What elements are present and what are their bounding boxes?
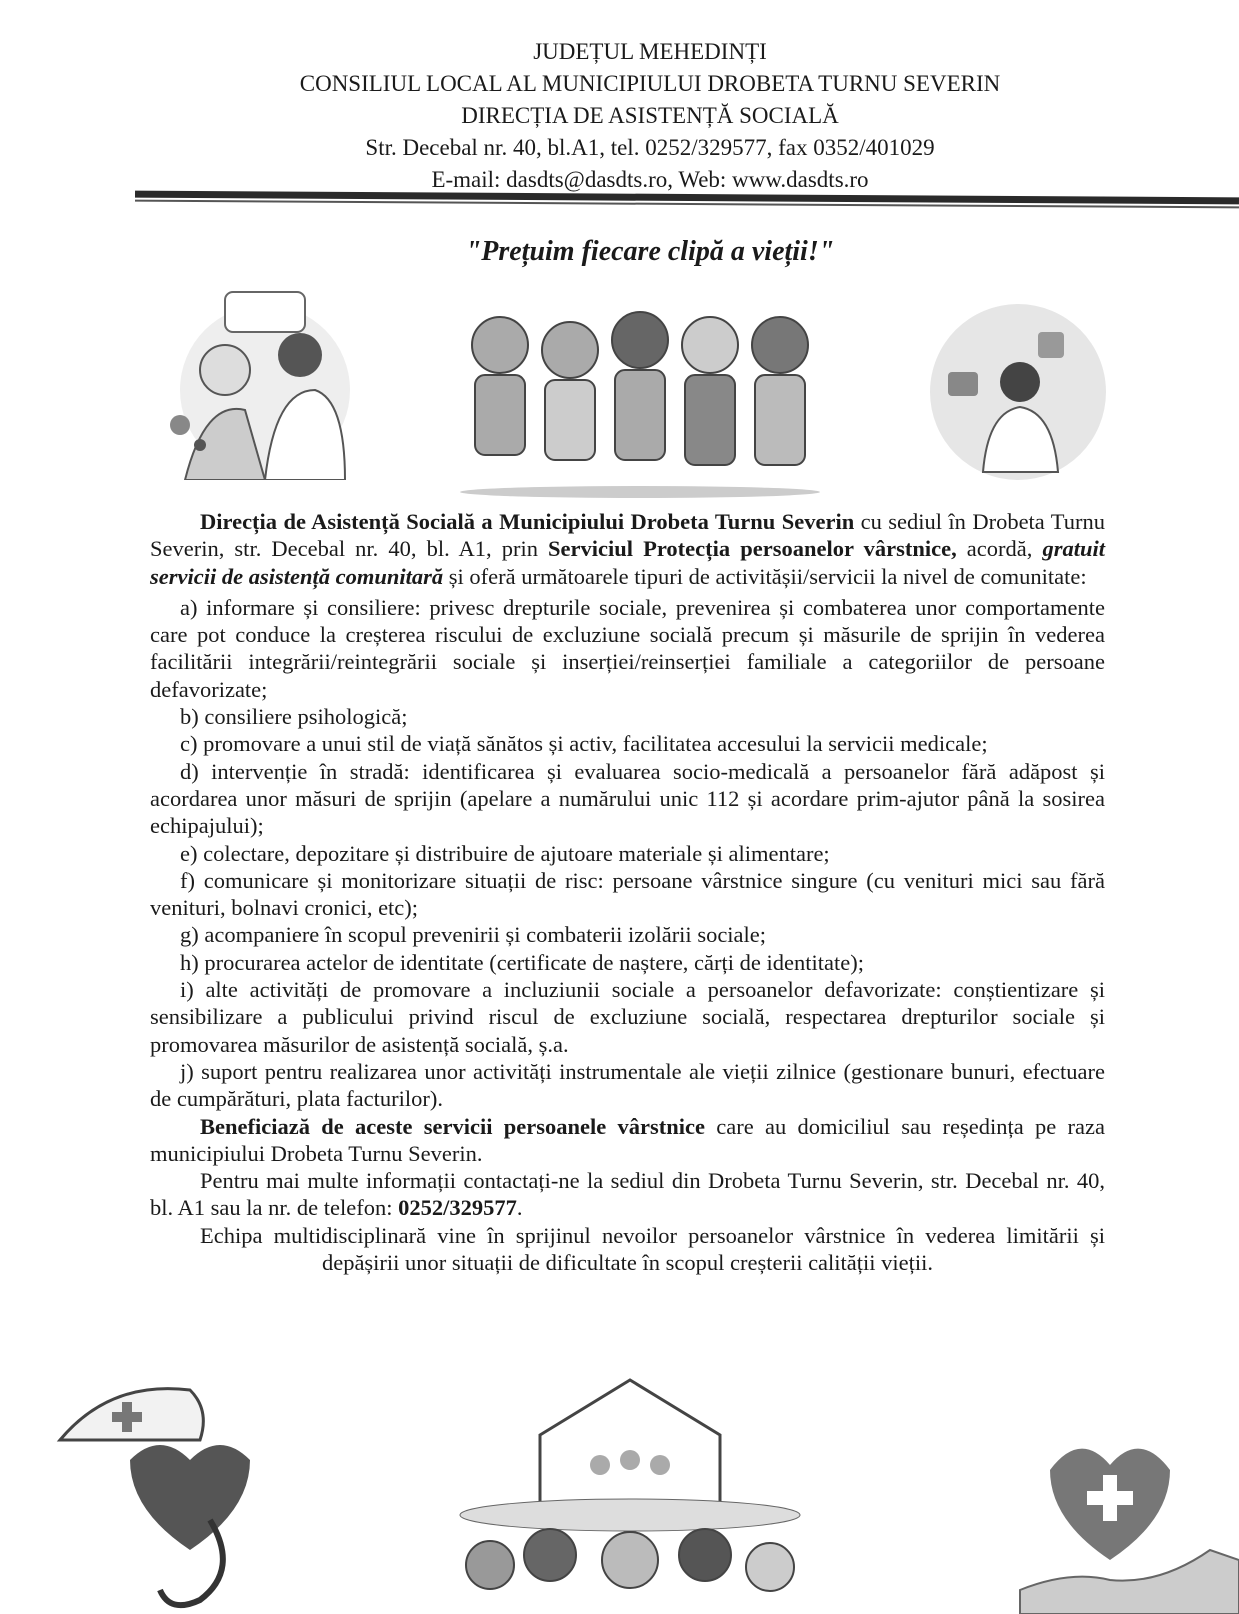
list-item: a) informare și consiliere: privesc drepturile sociale, prevenirea și combaterea unor comportamente care pot conduce la creșterea riscului de excluziune socială precum și măsurile de sprijin în vederea facilitării integrării/reintegrării sociale și inserției/reinserției familiale a categoriilor de persoane defavorizate; — [150, 594, 1105, 702]
nurse-illustration — [928, 302, 1108, 482]
service-bold: Serviciul Protecția persoanelor vârstnice, — [548, 536, 957, 562]
intro-text: acordă, — [956, 536, 1043, 562]
address: Str. Decebal nr. 40, bl.A1, tel. 0252/329577, fax 0352/401029 — [365, 135, 935, 160]
elderly-group-illustration — [450, 300, 830, 500]
motto: "Prețuim fiecare clipă a vieții!" — [465, 236, 835, 267]
list-item: g) acompaniere în scopul prevenirii și combaterii izolării sociale; — [180, 922, 767, 948]
list-item: f) comunicare și monitorizare situații de risc: persoane vârstnice singure (cu venituri mici sau fără venituri, bolnavi cronici, etc); — [150, 867, 1105, 921]
directorate-name: DIRECȚIA DE ASISTENȚĂ SOCIALĂ — [461, 103, 839, 128]
document-body — [150, 508, 1105, 1276]
county-name: JUDEȚUL MEHEDINȚI — [533, 39, 767, 64]
list-item: d) intervenție în stradă: identificarea și evaluarea socio-medicală a persoanelor fără adăpost și acordarea unor măsuri de sprijin (apelare a numărului unic 112 și acordare prim-ajutor până la sosirea echipajului); — [150, 758, 1105, 839]
list-item: i) alte activități de promovare a incluziunii sociale a persoanelor defavorizate: conștientizare și sensibilizare a publicului privind riscul de excluziune socială, respectarea drepturilor sociale și promovarea măsurilor de asistență socială, ș.a. — [150, 977, 1105, 1057]
contact-text: Pentru mai multe informații contactați-ne la sediul din Drobeta Turnu Severin, str. Decebal nr. 40, bl. A1 sau la nr. de telefon: — [150, 1168, 1105, 1221]
list-item: h) procurarea actelor de identitate (certificate de naștere, cărți de identitate); — [180, 949, 864, 975]
contact-paragraph — [150, 1167, 1105, 1222]
free-services-emphasis: gratuit servicii de asistență comunitară — [150, 536, 1105, 589]
intro-text: și oferă următoarele tipuri de activitășii/servicii la nivel de comunitate: — [443, 563, 1087, 589]
intro-text: cu sediul în Drobeta Turnu Severin, str. Decebal nr. 40, bl. A1, prin — [150, 509, 1105, 562]
contact-info: E-mail: dasdts@dasdts.ro, Web: www.dasdts.ro — [431, 167, 869, 192]
phone-number: 0252/329577 — [398, 1195, 517, 1221]
community-care-illustration — [450, 1375, 810, 1614]
beneficiaries-text: care au domiciliul sau reședința pe raza municipiului Drobeta Turnu Severin. — [150, 1113, 1106, 1166]
intro-paragraph — [150, 508, 1105, 590]
beneficiaries-bold: Beneficiază de aceste servicii persoanele vârstnice — [200, 1113, 705, 1139]
directorate-bold: Direcția de Asistență Socială a Municipiului Drobeta Turnu Severin — [200, 509, 855, 534]
closing-paragraph: Echipa multidisciplinară vine în sprijinul nevoilor persoanelor vârstnice în vederea limitării și depășirii unor situații de dificultate în scopul creșterii calității vieții. — [200, 1222, 1105, 1276]
beneficiaries-paragraph — [150, 1113, 1105, 1168]
heart-hand-illustration — [1010, 1410, 1239, 1614]
list-item: e) colectare, depozitare și distribuire de ajutoare materiale și alimentare; — [180, 840, 830, 866]
council-name: CONSILIUL LOCAL AL MUNICIPIULUI DROBETA TURNU SEVERIN — [299, 71, 1001, 96]
list-item: b) consiliere psihologică; — [180, 704, 408, 730]
caregiver-illustration — [145, 280, 375, 480]
list-item: j) suport pentru realizarea unor activități instrumentale ale vieții zilnice (gestionare bunuri, efectuare de cumpărături, plata facturilor). — [150, 1058, 1105, 1112]
contact-end: . — [516, 1195, 523, 1221]
list-item: c) promovare a unui stil de viață sănătos și activ, facilitatea accesului la servicii medicale; — [180, 731, 988, 757]
nurse-cap-heart-illustration — [50, 1370, 280, 1614]
letterhead — [0, 36, 1239, 196]
